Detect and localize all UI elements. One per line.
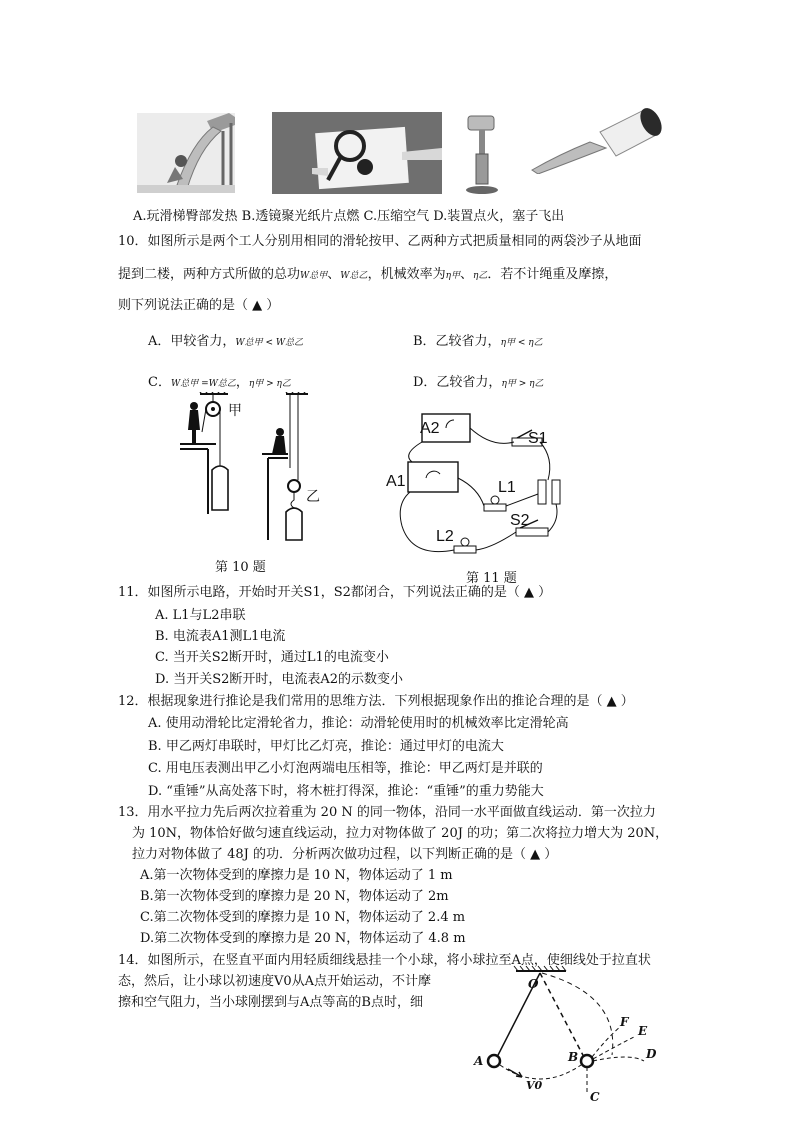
w-sep: 、 (327, 267, 341, 282)
q10-a-text: A．甲较省力， (148, 334, 236, 349)
q10-d-math: η甲 > η乙 (501, 379, 544, 389)
q13-line1: 13．用水平拉力先后两次拉着重为 20 N 的同一物体，沿同一水平面做直线运动．第一次拉力 (118, 805, 656, 820)
w-jia: W总甲 (300, 271, 328, 281)
eta-yi: η乙 (473, 271, 488, 281)
slide-photo (137, 113, 235, 193)
q10-caption: 第 10 题 (215, 560, 266, 575)
q13-option-d: D.第二次物体受到的摩擦力是 20 N，物体运动了 4.8 m (140, 931, 466, 946)
q10-b-math: η甲 < η乙 (500, 338, 543, 348)
q12-stem: 12．根据现象进行推论是我们常用的思维方法．下列根据现象作出的推论合理的是（ ▲ ） (118, 694, 634, 709)
pendulum-label-c: C (590, 1090, 600, 1104)
compression-photo (462, 110, 502, 196)
q11-stem: 11．如图所示电路，开始时开关S1，S2都闭合，下列说法正确的是（ ▲ ） (118, 585, 552, 600)
q11-option-d: D. 当开关S2断开时，电流表A2的示数变小 (155, 672, 404, 687)
q13-option-a: A.第一次物体受到的摩擦力是 10 N，物体运动了 1 m (140, 868, 453, 883)
circuit-label-a2: A2 (420, 420, 440, 437)
eta-jia: η甲 (445, 271, 460, 281)
q10-line2a: 提到二楼，两种方式所做的总功 (118, 267, 301, 282)
pendulum-label-d: D (646, 1047, 657, 1061)
pendulum-label-a: A (474, 1054, 484, 1068)
q12-option-b: B. 甲乙两灯串联时，甲灯比乙灯亮，推论：通过甲灯的电流大 (148, 739, 504, 754)
q11-caption: 第 11 题 (466, 571, 517, 586)
w-yi: W总乙 (340, 271, 368, 281)
pendulum-label-b: B (568, 1050, 579, 1064)
pendulum-label-o: O (528, 977, 539, 991)
circuit-label-a1: A1 (386, 473, 406, 490)
ignition-photo (530, 104, 664, 174)
pendulum-label-v0: V0 (526, 1079, 543, 1092)
q10-line3: 则下列说法正确的是（ ▲ ） (118, 298, 280, 313)
pendulum-figure (480, 965, 680, 1105)
q10-option-a (148, 330, 303, 349)
q14-line1: 14．如图所示，在竖直平面内用轻质细线悬挂一个小球，将小球拉至A点，使细线处于拉直状 (118, 953, 651, 968)
q10-b-text: B．乙较省力， (413, 334, 501, 349)
q12-option-a: A. 使用动滑轮比定滑轮省力，推论：动滑轮使用时的机械效率比定滑轮高 (148, 716, 569, 731)
q10-option-b (413, 330, 543, 349)
fig-label-jia: 甲 (228, 403, 242, 419)
q10-c-text: C． (148, 375, 171, 390)
q11-option-c: C. 当开关S2断开时，通过L1的电流变小 (155, 650, 389, 665)
pulley-figure (180, 392, 320, 542)
pendulum-label-e: E (638, 1024, 648, 1038)
q10-d-text: D．乙较省力， (413, 375, 502, 390)
circuit-label-l1: L1 (498, 479, 516, 496)
q9-options: A.玩滑梯臀部发热 B.透镜聚光纸片点燃 C.压缩空气 D.装置点火，塞子飞出 (133, 209, 565, 224)
circuit-label-s2: S2 (510, 512, 530, 529)
q10-c-math2: η甲 > η乙 (248, 379, 291, 389)
q11-option-b: B. 电流表A1测L1电流 (155, 629, 286, 644)
q10-a-math: W总甲 < W总乙 (235, 338, 304, 348)
q10-c-math1: W总甲 =W总乙 (170, 379, 236, 389)
eta-sep: 、 (459, 267, 473, 282)
q14-line3: 擦和空气阻力，当小球刚摆到与A点等高的B点时，细 (118, 995, 423, 1010)
q10-line1: 10．如图所示是两个工人分别用相同的滑轮按甲、乙两种方式把质量相同的两袋沙子从地面 (118, 234, 642, 249)
q14-line2: 态，然后，让小球以初速度V0从A点开始运动，不计摩 (118, 974, 432, 989)
q10-option-d (413, 371, 544, 390)
circuit-label-s1: S1 (528, 430, 548, 447)
q10-option-c (148, 371, 291, 390)
lens-photo (272, 112, 442, 194)
q13-line3: 拉力对物体做了 48J 的功．分析两次做功过程，以下判断正确的是（ ▲ ） (132, 847, 558, 862)
fig-label-yi: 乙 (306, 489, 320, 505)
q10-line2c: ．若不计绳重及摩擦， (487, 267, 618, 282)
q13-option-b: B.第一次物体受到的摩擦力是 20 N，物体运动了 2m (140, 889, 449, 904)
q10-line2 (118, 263, 617, 282)
pendulum-label-f: F (620, 1015, 629, 1029)
q12-option-c: C. 用电压表测出甲乙小灯泡两端电压相等，推论：甲乙两灯是并联的 (148, 761, 543, 776)
q10-line2b: ，机械效率为 (367, 267, 446, 282)
q11-option-a: A. L1与L2串联 (155, 608, 246, 623)
q10-c-sep: ， (235, 375, 249, 390)
circuit-label-l2: L2 (436, 528, 454, 545)
q12-option-d: D. “重锤”从高处落下时，将木桩打得深，推论：“重锤”的重力势能大 (148, 784, 544, 799)
q13-line2: 为 10N，物体恰好做匀速直线运动，拉力对物体做了 20J 的功；第二次将拉力增大为 20N， (132, 826, 669, 841)
q13-option-c: C.第二次物体受到的摩擦力是 10 N，物体运动了 2.4 m (140, 910, 466, 925)
